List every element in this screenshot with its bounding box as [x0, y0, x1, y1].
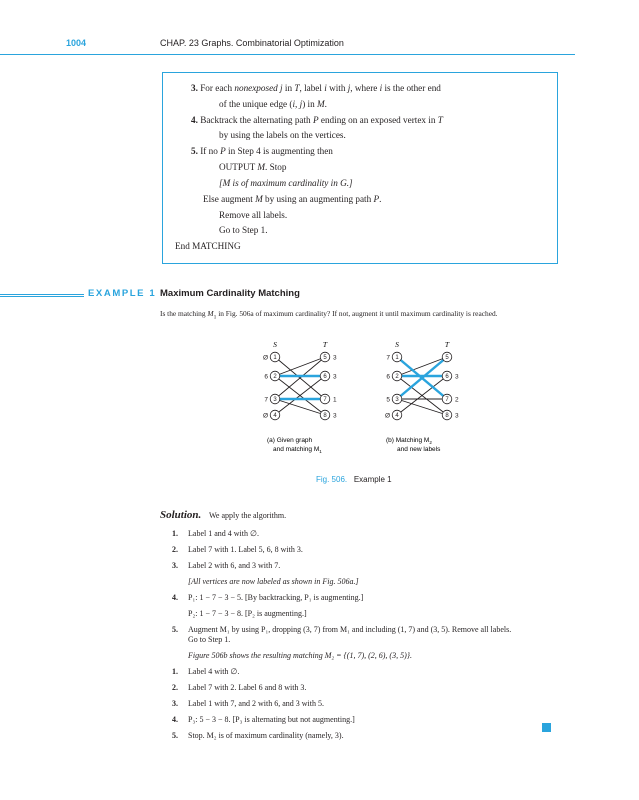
caption-a-line1: (a) Given graph [267, 437, 313, 444]
vertex-label: 7 [264, 396, 268, 404]
vertex-number: 7 [323, 397, 327, 404]
step-number: 1. [172, 667, 178, 676]
text: i [324, 83, 327, 93]
text: i [379, 83, 383, 93]
end-of-example-marker [542, 723, 551, 732]
algo-remove-labels: Remove all labels. [219, 210, 288, 220]
graph-b-vertices [392, 352, 452, 420]
text: M [257, 162, 266, 172]
vertex-label: Ø [262, 412, 268, 420]
vertex-number: 4 [273, 413, 277, 420]
vertex-label: 3 [455, 373, 459, 381]
text: is the other end [382, 83, 441, 93]
solution-title: Solution. [160, 509, 202, 521]
step-number: 4. [191, 115, 198, 125]
algo-step-4 [191, 115, 443, 126]
vertex-label: Ø [384, 412, 390, 420]
text: , label [299, 83, 325, 93]
text: P [373, 194, 380, 204]
text: and matching M [273, 446, 320, 453]
vertex-label: 3 [333, 354, 337, 362]
algo-step-3 [191, 83, 441, 94]
page-number: 1004 [66, 38, 87, 48]
step-number: 4. [172, 593, 178, 602]
vertex-number: 2 [395, 374, 399, 381]
vertex-number: 5 [445, 355, 449, 362]
vertex-label: 5 [386, 396, 390, 404]
step-text: Label 1 with 7, and 2 with 6, and 3 with 5. [188, 699, 324, 708]
vertex-number: 3 [273, 397, 277, 404]
text: 1 [213, 314, 217, 321]
step-number: 2. [172, 545, 178, 554]
set-t-label: T [322, 340, 328, 349]
vertex-label: Ø [262, 354, 268, 362]
step-number: 3. [172, 699, 178, 708]
step-text: P₂: 1 − 7 − 3 − 8. [P₂ is augmenting.] [188, 609, 307, 618]
text: in Step 4 is augmenting then [225, 146, 333, 156]
text: . [379, 194, 382, 204]
vertex-number: 1 [395, 355, 399, 362]
graph-b-edges [397, 357, 447, 415]
step-text: [All vertices are now labeled as shown in Fig. 506a.] [188, 577, 359, 586]
text: M [317, 99, 325, 109]
step-text: Stop. M₂ is of maximum cardinality (namely, 3). [188, 731, 344, 740]
vertex-label: 3 [333, 373, 337, 381]
vertex-label: 1 [333, 396, 337, 404]
graph-a-labels [263, 355, 337, 420]
algo-else [203, 194, 381, 205]
figure-506 [250, 338, 490, 486]
caption-b-line2: and new labels [397, 446, 441, 453]
step-number: 1. [172, 529, 178, 538]
text: P [220, 146, 226, 156]
edge-2-5 [275, 357, 325, 376]
figure-caption-text: Example 1 [353, 475, 392, 484]
step-number: 4. [172, 715, 178, 724]
step-number: 3. [191, 83, 198, 93]
solution-intro: We apply the algorithm. [209, 511, 287, 520]
example-label: EXAMPLE 1 [88, 288, 157, 299]
text: T [437, 115, 443, 125]
text: P [312, 115, 319, 125]
text: If no [200, 146, 221, 156]
caption-a-line2 [273, 446, 322, 454]
algo-output [219, 162, 286, 173]
text: . Stop [265, 162, 287, 172]
example-title: Maximum Cardinality Matching [160, 288, 300, 299]
set-t-label: T [444, 340, 450, 349]
step-text: Go to Step 1. [188, 635, 231, 644]
edge-3-8 [397, 399, 447, 415]
matching-m2 [397, 357, 447, 399]
step-number: 2. [172, 683, 178, 692]
caption-b-line1 [386, 437, 432, 445]
text: . [324, 99, 327, 109]
step-text: Label 1 and 4 with ∅. [188, 529, 259, 538]
step-number: 3. [172, 561, 178, 570]
header-rule [0, 54, 575, 55]
vertex-label: 6 [386, 373, 390, 381]
edge-3-8 [275, 399, 325, 415]
vertex-label: 3 [455, 412, 459, 420]
vertex-number: 2 [273, 374, 277, 381]
algo-bracket-note: [M is of maximum cardinality in G.] [219, 178, 353, 188]
step-text: Label 4 with ∅. [188, 667, 240, 676]
text: Is the matching [160, 309, 208, 318]
text: in Fig. 506a of maximum cardinality? If not, augment it until maximum cardinality is reached. [216, 309, 498, 318]
graph-b [385, 340, 459, 453]
vertex-label: 3 [333, 412, 337, 420]
text: with [326, 83, 348, 93]
vertex-number: 7 [445, 397, 449, 404]
vertex-label: 6 [264, 373, 268, 381]
step-text: Augment M₁ by using P₁, dropping (3, 7) from M₁ and including (1, 7) and (3, 5). Remove all labels. [188, 625, 512, 634]
step-text: Label 7 with 2. Label 6 and 8 with 3. [188, 683, 307, 692]
algo-step-3-cont [219, 99, 327, 110]
text: in [282, 83, 295, 93]
step-number: 5. [172, 625, 178, 634]
running-header [0, 38, 639, 52]
text: ending on an exposed vertex in [318, 115, 438, 125]
vertex-number: 6 [445, 374, 449, 381]
step-text: P₁: 1 − 7 − 3 − 5. [By backtracking, P₁ is augmenting.] [188, 593, 364, 602]
set-s-label: S [273, 340, 277, 349]
text: nonexposed j [234, 83, 283, 93]
text: T [294, 83, 300, 93]
text: 1 [319, 449, 322, 454]
step-text: Label 7 with 1. Label 5, 6, 8 with 3. [188, 545, 303, 554]
edge-2-5 [397, 357, 447, 376]
figure-caption [316, 475, 392, 484]
vertex-label: 2 [455, 396, 459, 404]
step-text: Figure 506b shows the resulting matching M₂ = {(1, 7), (2, 6), (3, 5)}. [188, 651, 412, 660]
vertex-number: 4 [395, 413, 399, 420]
algo-step-5 [191, 146, 333, 157]
graph-b-labels [385, 355, 459, 420]
running-head: CHAP. 23 Graphs. Combinatorial Optimization [160, 38, 344, 48]
example-rule [0, 294, 84, 298]
graph-a-vertices [270, 352, 330, 420]
text: j [347, 83, 351, 93]
vertex-label: 7 [386, 354, 390, 362]
vertex-number: 5 [323, 355, 327, 362]
example-heading [0, 288, 639, 304]
set-s-label: S [395, 340, 399, 349]
text: of the unique edge ( [219, 99, 293, 109]
text: (b) Matching M [386, 437, 430, 444]
vertex-number: 1 [273, 355, 277, 362]
text: For each [200, 83, 235, 93]
text: 2 [429, 440, 432, 445]
step-text: Label 2 with 6, and 3 with 7. [188, 561, 281, 570]
step-text: P₃: 5 − 3 − 8. [P₃ is alternating but not augmenting.] [188, 715, 355, 724]
text: by using an augmenting path [262, 194, 374, 204]
vertex-number: 8 [323, 413, 327, 420]
text: i, j [292, 99, 303, 109]
step-number: 5. [191, 146, 198, 156]
algo-end: End MATCHING [175, 241, 241, 251]
text: , where [350, 83, 380, 93]
vertex-number: 8 [445, 413, 449, 420]
algorithm-box [162, 72, 558, 264]
algo-goto: Go to Step 1. [219, 225, 268, 235]
vertex-number: 3 [395, 397, 399, 404]
text: Backtrack the alternating path [200, 115, 313, 125]
figure-label: Fig. 506. [316, 475, 348, 484]
graph-a-edges [275, 357, 325, 415]
text: ) in [302, 99, 317, 109]
algo-step-4-cont: by using the labels on the vertices. [219, 130, 346, 140]
example-question [160, 309, 498, 320]
text: M [255, 194, 263, 204]
graph-a [263, 340, 337, 454]
text: M [207, 309, 214, 318]
text: Else augment [203, 194, 256, 204]
vertex-number: 6 [323, 374, 327, 381]
text: OUTPUT [219, 162, 258, 172]
step-number: 5. [172, 731, 178, 740]
